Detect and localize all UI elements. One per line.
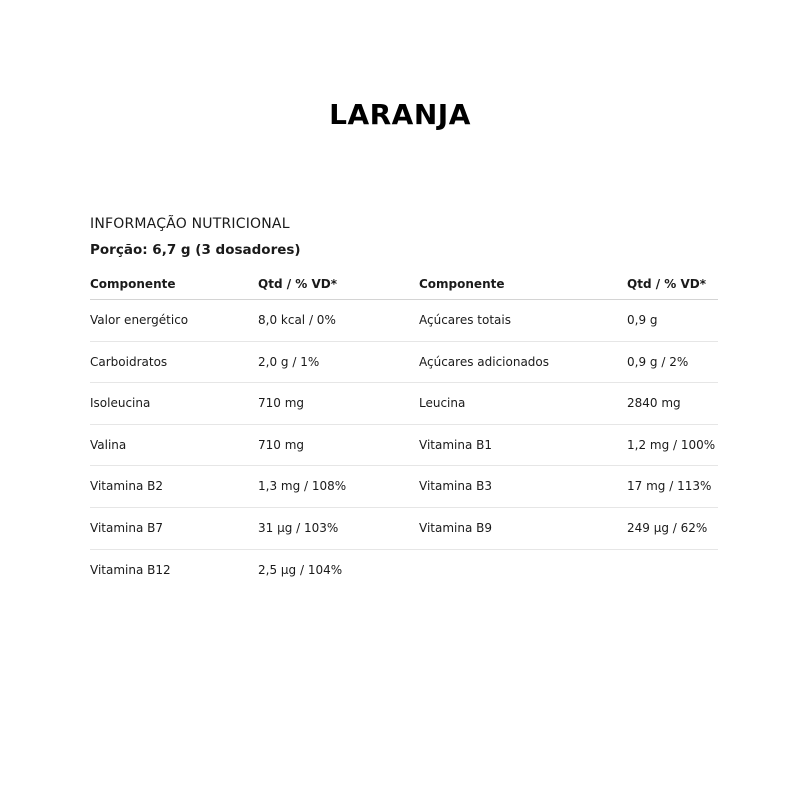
column-header-component: Componente xyxy=(419,277,505,291)
nutrient-name: Açúcares adicionados xyxy=(419,354,550,369)
table-row xyxy=(90,342,718,384)
nutrient-name: Vitamina B2 xyxy=(90,479,164,494)
table-header-row xyxy=(90,268,718,300)
nutrient-name: Valina xyxy=(90,437,127,452)
portion-size: Porção: 6,7 g (3 dosadores) xyxy=(90,242,301,258)
nutrient-value: 2,5 µg / 104% xyxy=(258,562,343,577)
product-title: LARANJA xyxy=(329,98,471,131)
nutrient-name: Vitamina B9 xyxy=(419,520,493,535)
nutrition-table xyxy=(90,268,718,590)
nutrient-name: Valor energético xyxy=(90,313,189,327)
nutrient-value: 31 µg / 103% xyxy=(258,520,339,535)
nutrient-name: Vitamina B12 xyxy=(90,562,171,577)
table-row xyxy=(90,508,718,550)
nutrient-name: Vitamina B1 xyxy=(419,437,493,452)
nutrition-heading: INFORMAÇÃO NUTRICIONAL xyxy=(90,216,290,232)
column-header-quantity: Qtd / % VD* xyxy=(627,277,706,291)
nutrient-value: 249 µg / 62% xyxy=(627,520,708,535)
nutrient-name: Vitamina B7 xyxy=(90,520,164,535)
nutrient-value: 8,0 kcal / 0% xyxy=(258,313,336,327)
nutrient-value: 2840 mg xyxy=(627,396,681,411)
nutrient-value: 710 mg xyxy=(258,437,305,452)
nutrient-value: 710 mg xyxy=(258,396,305,411)
nutrient-name: Vitamina B3 xyxy=(419,479,493,494)
nutrient-name: Açúcares totais xyxy=(419,313,511,327)
nutrient-value: 1,2 mg / 100% xyxy=(627,437,716,452)
table-row xyxy=(90,550,718,591)
table-row xyxy=(90,466,718,508)
table-row xyxy=(90,300,718,342)
nutrient-value: 1,3 mg / 108% xyxy=(258,479,347,494)
nutrient-name: Leucina xyxy=(419,396,466,411)
nutrient-value: 0,9 g xyxy=(627,313,658,327)
table-row xyxy=(90,425,718,467)
nutrient-value: 2,0 g / 1% xyxy=(258,354,320,369)
nutrient-value: 0,9 g / 2% xyxy=(627,354,689,369)
nutrient-value: 17 mg / 113% xyxy=(627,479,712,494)
column-header-component: Componente xyxy=(90,277,176,291)
column-header-quantity: Qtd / % VD* xyxy=(258,277,337,291)
nutrient-name: Carboidratos xyxy=(90,354,168,369)
table-row xyxy=(90,383,718,425)
nutrient-name: Isoleucina xyxy=(90,396,151,411)
